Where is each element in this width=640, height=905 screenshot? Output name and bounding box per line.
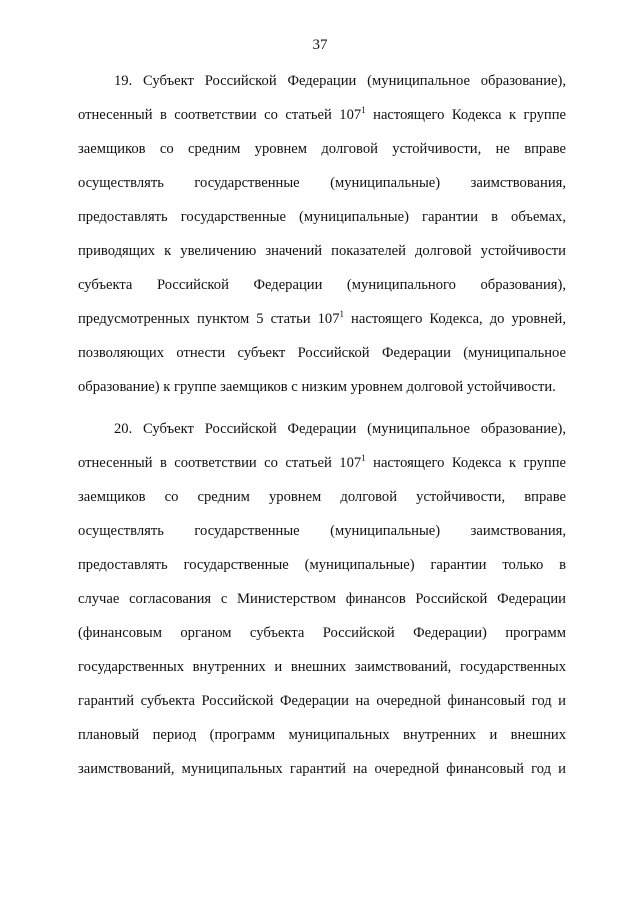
superscript: 1 (361, 453, 366, 463)
text-line: предоставлять государственные (муниципальные) гарантии только в (78, 557, 566, 573)
text-line: позволяющих отнести субъект Российской Федерации (муниципальное (78, 345, 566, 361)
text-line: случае согласования с Министерством финансов Российской Федерации (78, 591, 566, 607)
paragraph-20 (78, 412, 566, 786)
text-line (78, 98, 566, 132)
text-line: (финансовым органом субъекта Российской Федерации) программ (78, 625, 566, 641)
text-line: 20. Субъект Российской Федерации (муниципальное образование), (114, 421, 566, 437)
text-line: предоставлять государственные (муниципальные) гарантии в объемах, (78, 209, 566, 225)
superscript: 1 (339, 309, 345, 319)
text-line: осуществлять государственные (муниципальные) заимствования, (78, 175, 566, 191)
text-segment: настоящего Кодекса к группе (365, 455, 566, 471)
text-line: государственных внутренних и внешних заимствований, государственных (78, 659, 566, 675)
text-line: заемщиков со средним уровнем долговой устойчивости, вправе (78, 489, 566, 505)
text-line: 19. Субъект Российской Федерации (муниципальное образование), (114, 73, 566, 89)
text-line (78, 302, 566, 336)
text-segment: настоящего Кодекса, до уровней, (344, 311, 567, 327)
text-line: плановый период (программ муниципальных внутренних и внешних (78, 727, 566, 743)
superscript: 1 (361, 105, 366, 115)
text-line: субъекта Российской Федерации (муниципального образования), (78, 277, 566, 293)
text-line: осуществлять государственные (муниципальные) заимствования, (78, 523, 566, 539)
text-line (78, 446, 566, 480)
text-line: заимствований, муниципальных гарантий на очередной финансовый год и (78, 761, 566, 777)
text-line: заемщиков со средним уровнем долговой устойчивости, не вправе (78, 141, 566, 157)
text-segment: предусмотренных пунктом 5 статьи 107 (78, 311, 340, 327)
page-number: 37 (312, 37, 328, 53)
text-segment: настоящего Кодекса к группе (365, 107, 566, 123)
text-line: приводящих к увеличению значений показателей долговой устойчивости (78, 243, 566, 259)
text-line: образование) к группе заемщиков с низким уровнем долговой устойчивости. (78, 379, 556, 395)
paragraph-19 (78, 64, 566, 404)
text-segment: отнесенный в соответствии со статьей 107 (78, 455, 362, 471)
text-segment: отнесенный в соответствии со статьей 107 (78, 107, 362, 123)
text-line: гарантий субъекта Российской Федерации на очередной финансовый год и (78, 693, 566, 709)
